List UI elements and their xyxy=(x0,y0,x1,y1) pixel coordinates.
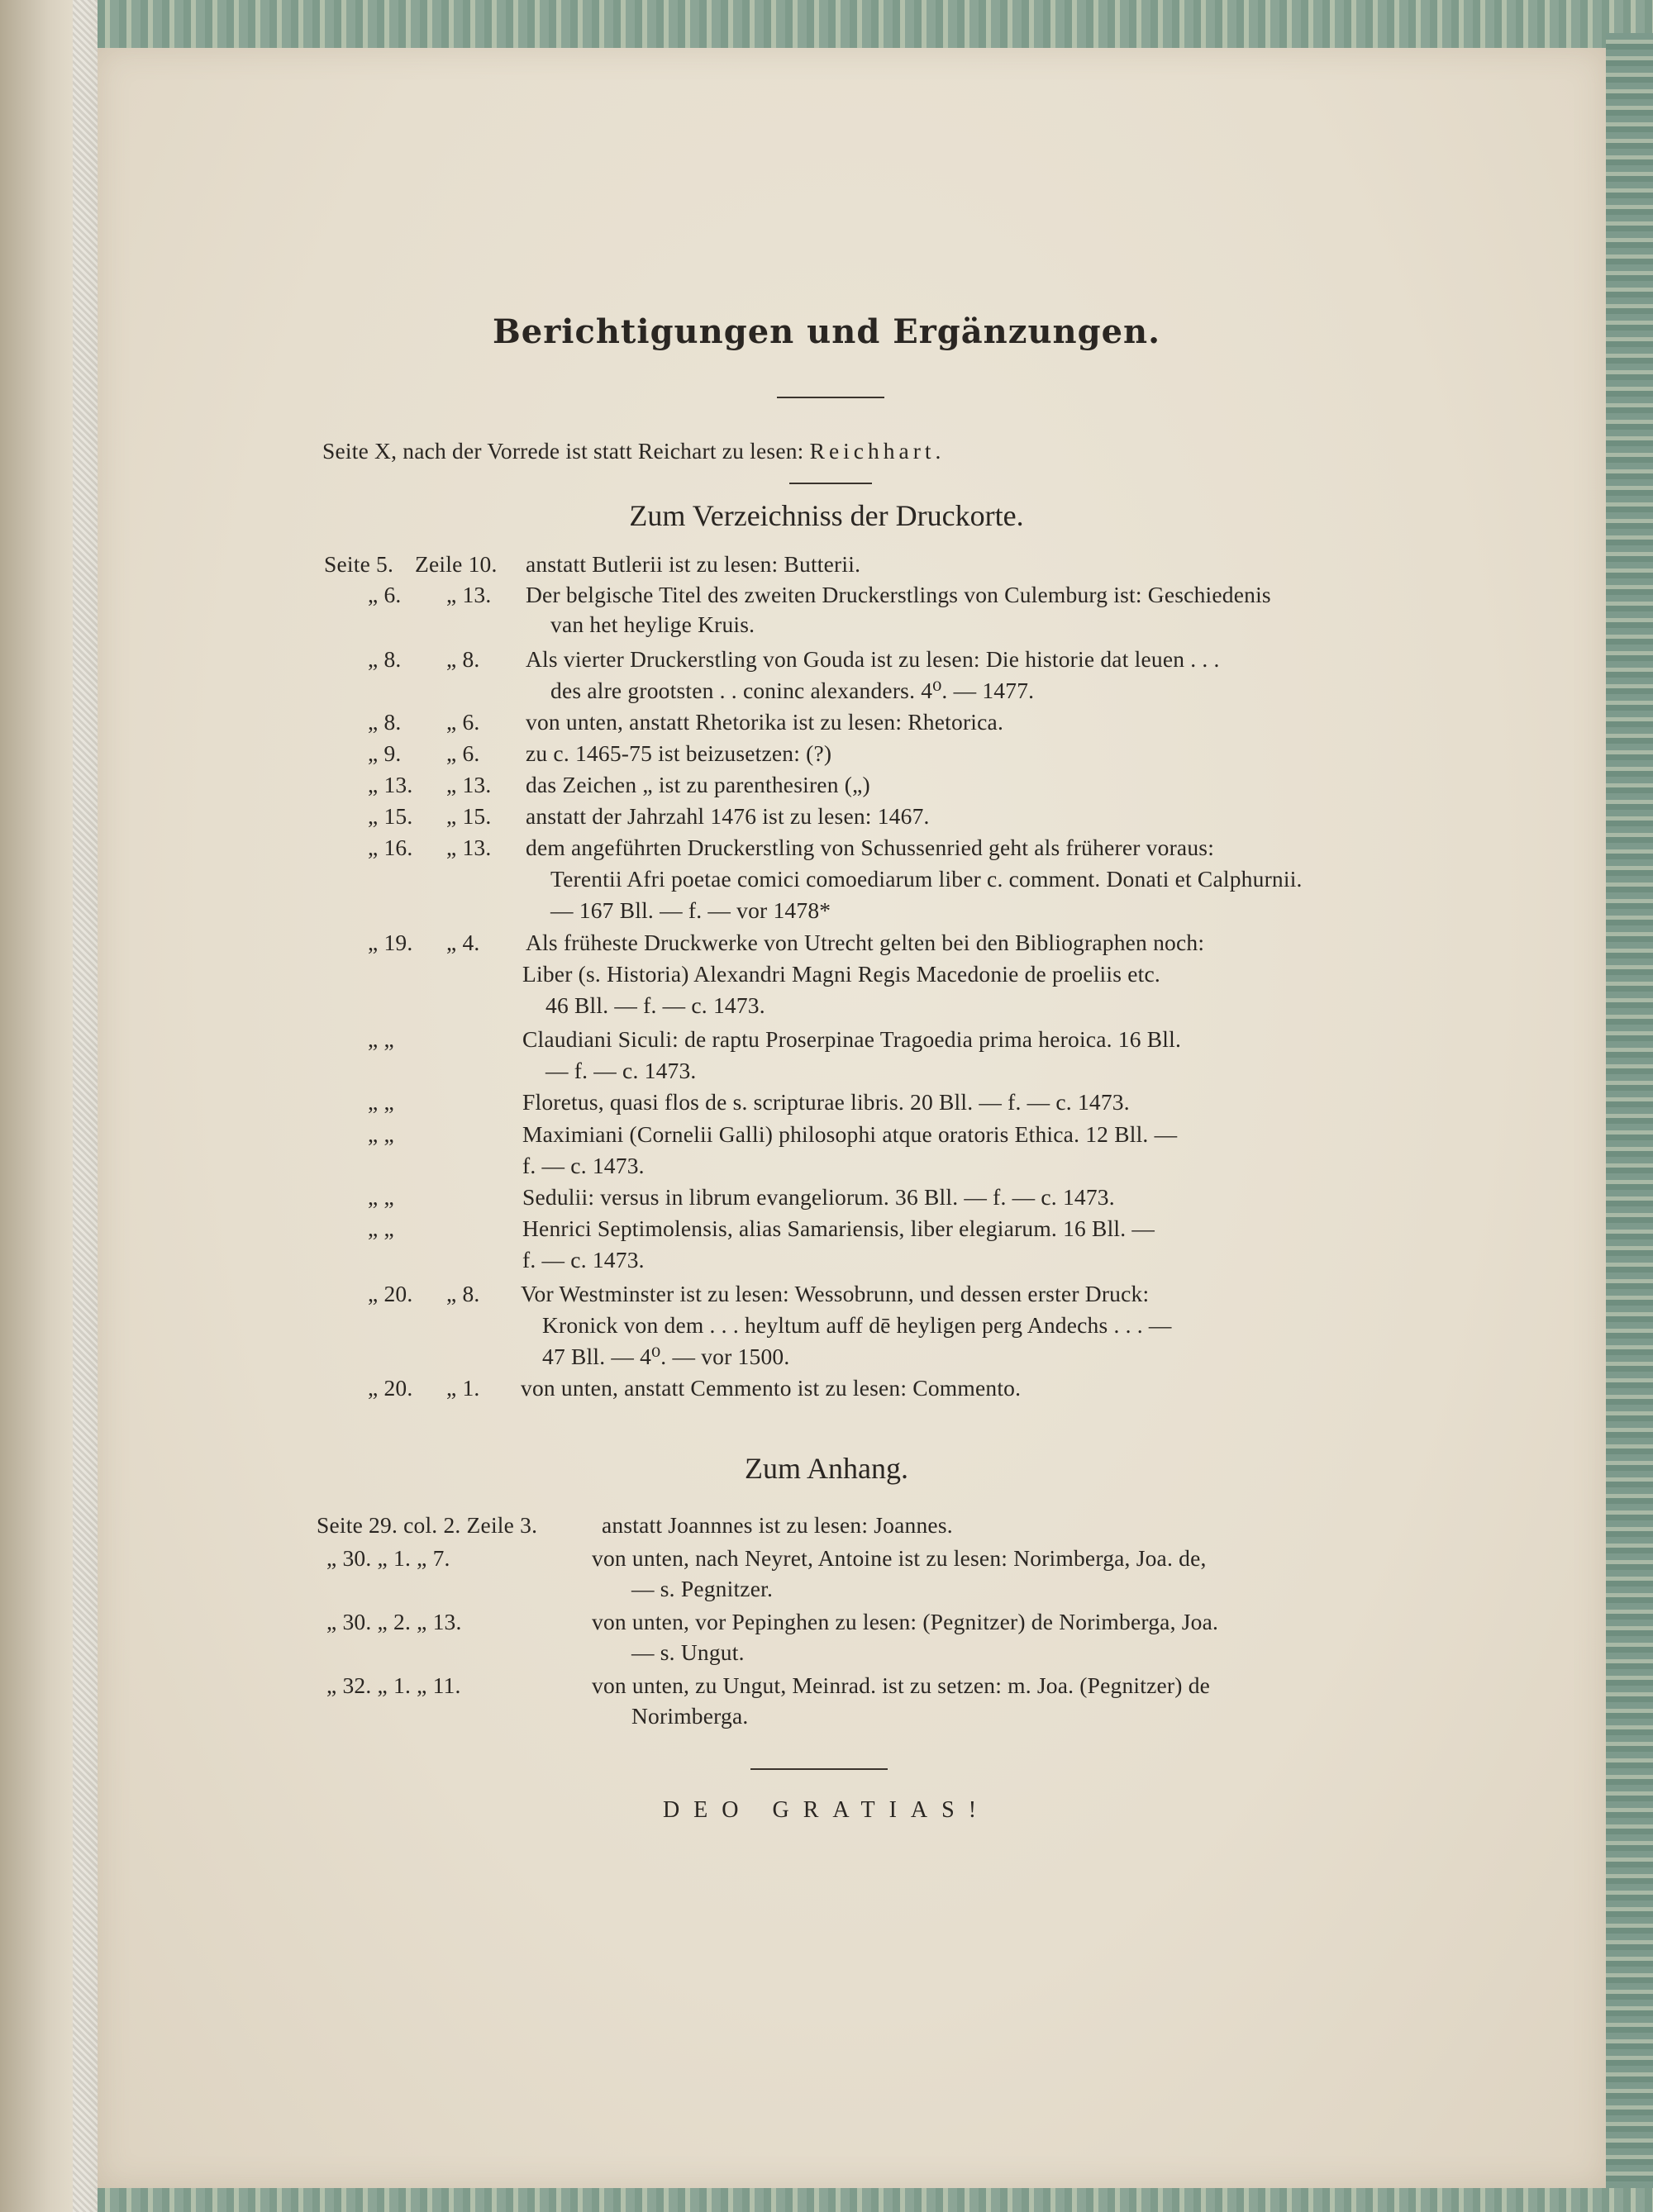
anhang-text: von unten, nach Neyret, Antoine ist zu lesen: Norimberga, Joa. de, xyxy=(592,1545,1207,1571)
section-heading-anhang: Zum Anhang. xyxy=(745,1452,908,1485)
erratum-text: Der belgische Titel des zweiten Druckerstlings von Culemburg ist: Geschiedenis xyxy=(526,582,1271,607)
erratum-line: Zeile 10. xyxy=(415,551,498,577)
erratum-line: „ 8. xyxy=(446,1281,480,1306)
ditto-mark: „ „ xyxy=(368,1089,394,1115)
preface-note xyxy=(322,436,945,466)
erratum-line: „ 4. xyxy=(446,930,480,955)
closing-text: DEO GRATIAS! xyxy=(662,1797,991,1823)
erratum-line: „ 13. xyxy=(446,835,492,860)
erratum-text: anstatt Butlerii ist zu lesen: Butterii. xyxy=(526,551,861,577)
erratum-continuation: 47 Bll. — 4⁰. — vor 1500. xyxy=(542,1344,790,1369)
utrecht-item-continuation: — f. — c. 1473. xyxy=(545,1058,697,1083)
erratum-page: „ 6. xyxy=(368,582,402,607)
divider xyxy=(750,1768,888,1770)
anhang-ref: Seite 29. col. 2. Zeile 3. xyxy=(317,1512,538,1538)
anhang-continuation: — s. Ungut. xyxy=(631,1639,745,1665)
erratum-line: „ 6. xyxy=(446,709,480,735)
anhang-continuation: Norimberga. xyxy=(631,1703,749,1729)
erratum-text: anstatt der Jahrzahl 1476 ist zu lesen: 1467. xyxy=(526,803,930,829)
erratum-text: von unten, anstatt Cemmento ist zu lesen: Commento. xyxy=(521,1375,1022,1401)
erratum-page: „ 16. xyxy=(368,835,413,860)
anhang-text: von unten, zu Ungut, Meinrad. ist zu setzen: m. Joa. (Pegnitzer) de xyxy=(592,1672,1211,1698)
preface-note-text: Seite X, nach der Vorrede ist statt Reichart zu lesen: xyxy=(322,438,804,464)
utrecht-item: Maximiani (Cornelii Galli) philosophi atque oratoris Ethica. 12 Bll. — xyxy=(522,1121,1178,1147)
utrecht-item-continuation: f. — c. 1473. xyxy=(522,1247,645,1272)
erratum-page: „ 8. xyxy=(368,709,402,735)
erratum-continuation: Terentii Afri poetae comici comoediarum liber c. comment. Donati et Calphurnii. xyxy=(550,866,1303,892)
erratum-line: „ 13. xyxy=(446,772,492,797)
utrecht-item-continuation: 46 Bll. — f. — c. 1473. xyxy=(545,992,765,1018)
erratum-page: „ 13. xyxy=(368,772,413,797)
erratum-text: das Zeichen „ ist zu parenthesiren („) xyxy=(526,772,870,797)
ditto-mark: „ „ xyxy=(368,1121,394,1147)
erratum-page: „ 8. xyxy=(368,646,402,672)
erratum-line: „ 1. xyxy=(446,1375,480,1401)
erratum-text: zu c. 1465-75 ist beizusetzen: (?) xyxy=(526,740,832,766)
section-heading-druckorte: Zum Verzeichniss der Druckorte. xyxy=(629,499,1024,532)
erratum-text: Als vierter Druckerstling von Gouda ist zu lesen: Die historie dat leuen . . . xyxy=(526,646,1220,672)
erratum-text: dem angeführten Druckerstling von Schussenried geht als früherer voraus: xyxy=(526,835,1215,860)
divider xyxy=(777,397,884,398)
anhang-ref: „ 32. „ 1. „ 11. xyxy=(326,1672,461,1698)
anhang-ref: „ 30. „ 2. „ 13. xyxy=(326,1609,462,1634)
anhang-continuation: — s. Pegnitzer. xyxy=(631,1576,774,1601)
utrecht-item: Henrici Septimolensis, alias Samariensis, liber elegiarum. 16 Bll. — xyxy=(522,1215,1155,1241)
erratum-continuation: des alre grootsten . . coninc alexanders. 4⁰. — 1477. xyxy=(550,678,1035,703)
utrecht-item: Claudiani Siculi: de raptu Proserpinae Tragoedia prima heroica. 16 Bll. xyxy=(522,1026,1182,1052)
preface-note-correction: Reichhart. xyxy=(809,438,946,464)
erratum-text: von unten, anstatt Rhetorika ist zu lesen: Rhetorica. xyxy=(526,709,1004,735)
erratum-page: „ 20. xyxy=(368,1281,413,1306)
anhang-ref: „ 30. „ 1. „ 7. xyxy=(326,1545,450,1571)
utrecht-item-continuation: f. — c. 1473. xyxy=(522,1153,645,1178)
erratum-continuation: — 167 Bll. — f. — vor 1478* xyxy=(550,897,831,923)
erratum-line: „ 15. xyxy=(446,803,492,829)
ditto-mark: „ „ xyxy=(368,1184,394,1210)
utrecht-item: Sedulii: versus in librum evangeliorum. 36 Bll. — f. — c. 1473. xyxy=(522,1184,1115,1210)
erratum-continuation: van het heylige Kruis. xyxy=(550,611,755,637)
ditto-mark: „ „ xyxy=(368,1215,394,1241)
anhang-text: von unten, vor Pepinghen zu lesen: (Pegnitzer) de Norimberga, Joa. xyxy=(592,1609,1219,1634)
erratum-line: „ 6. xyxy=(446,740,480,766)
erratum-line: „ 8. xyxy=(446,646,480,672)
erratum-page: „ 9. xyxy=(368,740,402,766)
utrecht-item: Floretus, quasi flos de s. scripturae libris. 20 Bll. — f. — c. 1473. xyxy=(522,1089,1130,1115)
ditto-mark: „ „ xyxy=(368,1026,394,1052)
erratum-line: „ 13. xyxy=(446,582,492,607)
divider xyxy=(789,483,872,484)
erratum-page: „ 20. xyxy=(368,1375,413,1401)
erratum-page: Seite 5. xyxy=(324,551,394,577)
utrecht-item: Liber (s. Historia) Alexandri Magni Regis Macedonie de proeliis etc. xyxy=(522,961,1160,987)
erratum-text: Vor Westminster ist zu lesen: Wessobrunn, und dessen erster Druck: xyxy=(521,1281,1150,1306)
erratum-continuation: Kronick von dem . . . heyltum auff dē heyligen perg Andechs . . . — xyxy=(542,1312,1172,1338)
page-title: Berichtigungen und Ergänzungen. xyxy=(492,312,1161,351)
anhang-text: anstatt Joannnes ist zu lesen: Joannes. xyxy=(602,1512,953,1538)
erratum-text: Als früheste Druckwerke von Utrecht gelten bei den Bibliographen noch: xyxy=(526,930,1205,955)
erratum-page: „ 15. xyxy=(368,803,413,829)
erratum-page: „ 19. xyxy=(368,930,413,955)
